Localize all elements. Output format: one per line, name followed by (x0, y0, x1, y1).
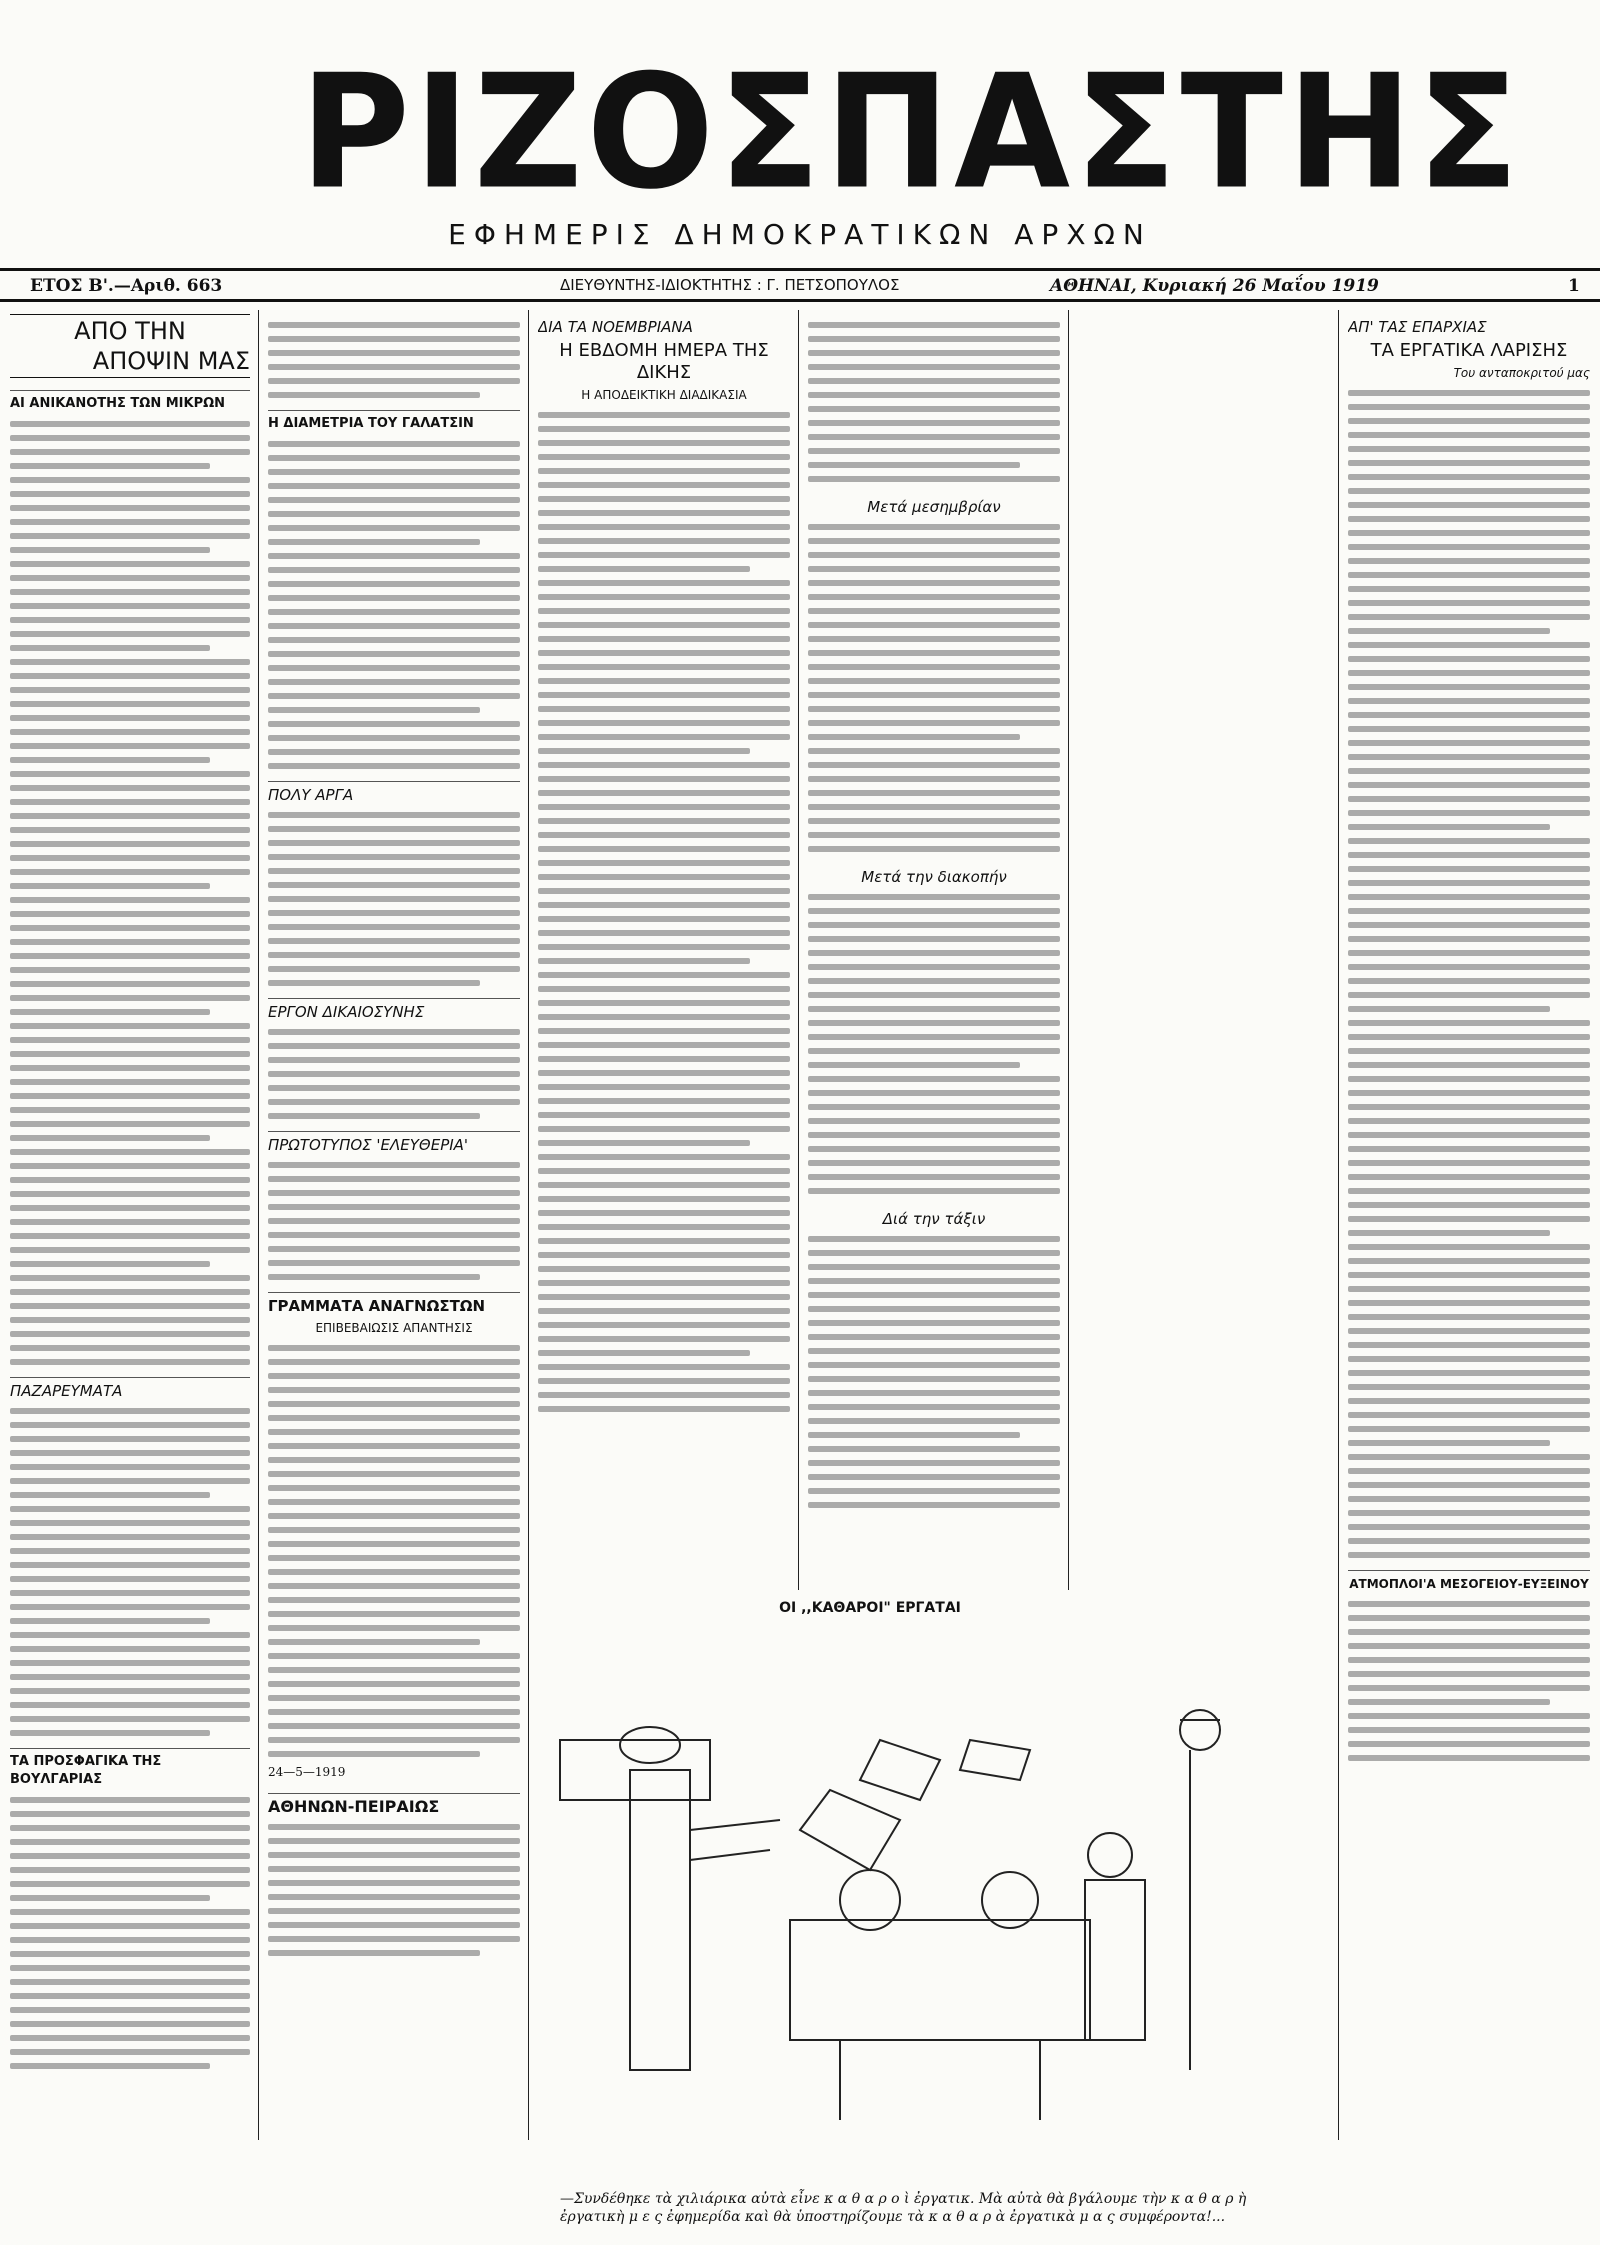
article-text (808, 322, 1060, 482)
dateline-bar (0, 268, 1600, 302)
column-2 (268, 314, 520, 2234)
article-text (268, 1824, 520, 1956)
letter-date: 24—5—1919 (268, 1765, 346, 1779)
director-line: ΔΙΕΥΘΥΝΤΗΣ-ΙΔΙΟΚΤΗΤΗΣ : Γ. ΠΕΤΣΟΠΟΥΛΟΣ (560, 276, 900, 294)
year-issue: ΕΤΟΣ Β'.—Αριθ. 663 (30, 276, 223, 296)
column-rule (1068, 310, 1069, 1590)
section-heading: ΠΡΩΤΟΤΥΠΟΣ 'ΕΛΕΥΘΕΡΙΑ' (268, 1131, 520, 1154)
article-text (10, 1797, 250, 2069)
section-heading: ΠΑΖΑΡΕΥΜΑΤΑ (10, 1377, 250, 1400)
article-title: Η ΕΒΔΟΜΗ ΗΜΕΡΑ ΤΗΣ ΔΙΚΗΣ (559, 340, 769, 383)
article-kicker: ΑΠ' ΤΑΣ ΕΠΑΡΧΙΑΣ (1348, 318, 1487, 336)
section-heading: Η ΔΙΑΜΕΤΡΙΑ ΤΟΥ ΓΑΛΑΤΣΙΝ (268, 410, 520, 433)
section-heading: Διά την τάξιν (882, 1210, 986, 1228)
article-subtitle: Η ΑΠΟΔΕΙΚΤΙΚΗ ΔΙΑΔΙΚΑΣΙΑ (581, 388, 747, 402)
article-title: ΤΑ ΕΡΓΑΤΙΚΑ ΛΑΡΙΣΗΣ (1370, 340, 1568, 361)
article-text (538, 412, 790, 1412)
masthead (300, 41, 1523, 251)
section-heading: ΓΡΑΜΜΑΤΑ ΑΝΑΓΝΩΣΤΩΝ (268, 1292, 520, 1315)
cartoon-drawing (540, 1600, 1600, 2180)
table (790, 1920, 1090, 2040)
seated-figure-head (1088, 1833, 1132, 1877)
article-title: ΑΠΟΨΙΝ ΜΑΣ (92, 347, 250, 375)
section-heading: Μετά μεσημβρίαν (867, 498, 1001, 516)
section-heading: ΠΟΛΥ ΑΡΓΑ (268, 781, 520, 804)
cartoon (540, 1600, 1600, 2190)
page-number: 1 (1568, 276, 1580, 296)
column-rule (528, 310, 529, 2140)
newspaper-subtitle: ΕΦΗΜΕΡΙΣ ΔΗΜΟΚΡΑΤΙΚΩΝ ΑΡΧΩΝ (448, 218, 1152, 251)
article-kicker: ΔΙΑ ΤΑ ΝΟΕΜΒΡΙΑΝΑ (538, 318, 693, 336)
section-heading: Μετά την διακοπήν (861, 868, 1007, 886)
cartoon-caption: —Συνδέθηκε τὰ χιλιάρικα αὐτὰ εἶνε κ α θ α ρ ο ὶ ἐργατικ. Μὰ αὐτὰ θὰ βγάλουμε τὴν κ α θ α ρ ὴ ἐργατικὴ μ ε ς ἐφημερίδα καὶ θὰ ὑποστηρίζουμε τὰ κ α θ α ρ ὰ ἐργατικὰ μ α ς συμφέροντα!... (560, 2191, 1247, 2225)
column-4 (808, 314, 1060, 1584)
article-text (268, 322, 520, 398)
article-text (1348, 390, 1590, 1558)
article-text (10, 421, 250, 1365)
section-heading: ΤΑ ΠΡΟΣΦΑΓΙΚΑ ΤΗΣ ΒΟΥΛΓΑΡΙΑΣ (10, 1748, 250, 1789)
figure-head (1180, 1710, 1220, 1750)
article-text (808, 1236, 1060, 1508)
column-3 (538, 314, 790, 1584)
article-title: ΑΠΟ ΤΗΝ (74, 317, 186, 345)
article-text (268, 1162, 520, 1280)
paper-sheet (960, 1740, 1030, 1780)
column-1 (10, 314, 250, 2234)
paper-sheet (860, 1740, 940, 1800)
column-rule (798, 310, 799, 1590)
cartoon-title: ΟΙ ,,ΚΑΘΑΡΟΙ" ΕΡΓΑΤΑΙ (779, 1600, 961, 1616)
article-text (268, 812, 520, 986)
issue-date: ΑΘΗΝΑΙ, Κυριακή 26 Μαΐου 1919 (1050, 276, 1379, 296)
standing-figure (630, 1770, 690, 2070)
paper-sheet (800, 1790, 900, 1870)
newspaper-title: ΡΙΖΟΣΠΑΣΤΗΣ (300, 41, 1523, 225)
article-text (268, 1345, 520, 1757)
article-text (268, 1029, 520, 1119)
section-subheading: ΕΠΙΒΕΒΑΙΩΣΙΣ ΑΠΑΝΤΗΣΙΣ (315, 1321, 473, 1335)
article-text (808, 524, 1060, 852)
section-heading: ΕΡΓΟΝ ΔΙΚΑΙΟΣΥΝΗΣ (268, 998, 520, 1021)
column-rule (258, 310, 259, 2140)
hat-shape (620, 1727, 680, 1763)
section-heading: ΑΘΗΝΩΝ-ΠΕΙΡΑΙΩΣ (268, 1793, 520, 1816)
section-heading: ΑΤΜΟΠΛΟΙ'Α ΜΕΣΟΓΕΙΟΥ-ΕΥΞΕΙΝΟΥ (1348, 1570, 1590, 1593)
article-text (10, 1408, 250, 1736)
article-byline: Του ανταποκριτού μας (1453, 366, 1590, 380)
article-text (808, 894, 1060, 1194)
section-heading: ΑΙ ΑΝΙΚΑΝΟΤΗΣ ΤΩΝ ΜΙΚΡΩΝ (10, 390, 250, 413)
article-text (268, 441, 520, 769)
